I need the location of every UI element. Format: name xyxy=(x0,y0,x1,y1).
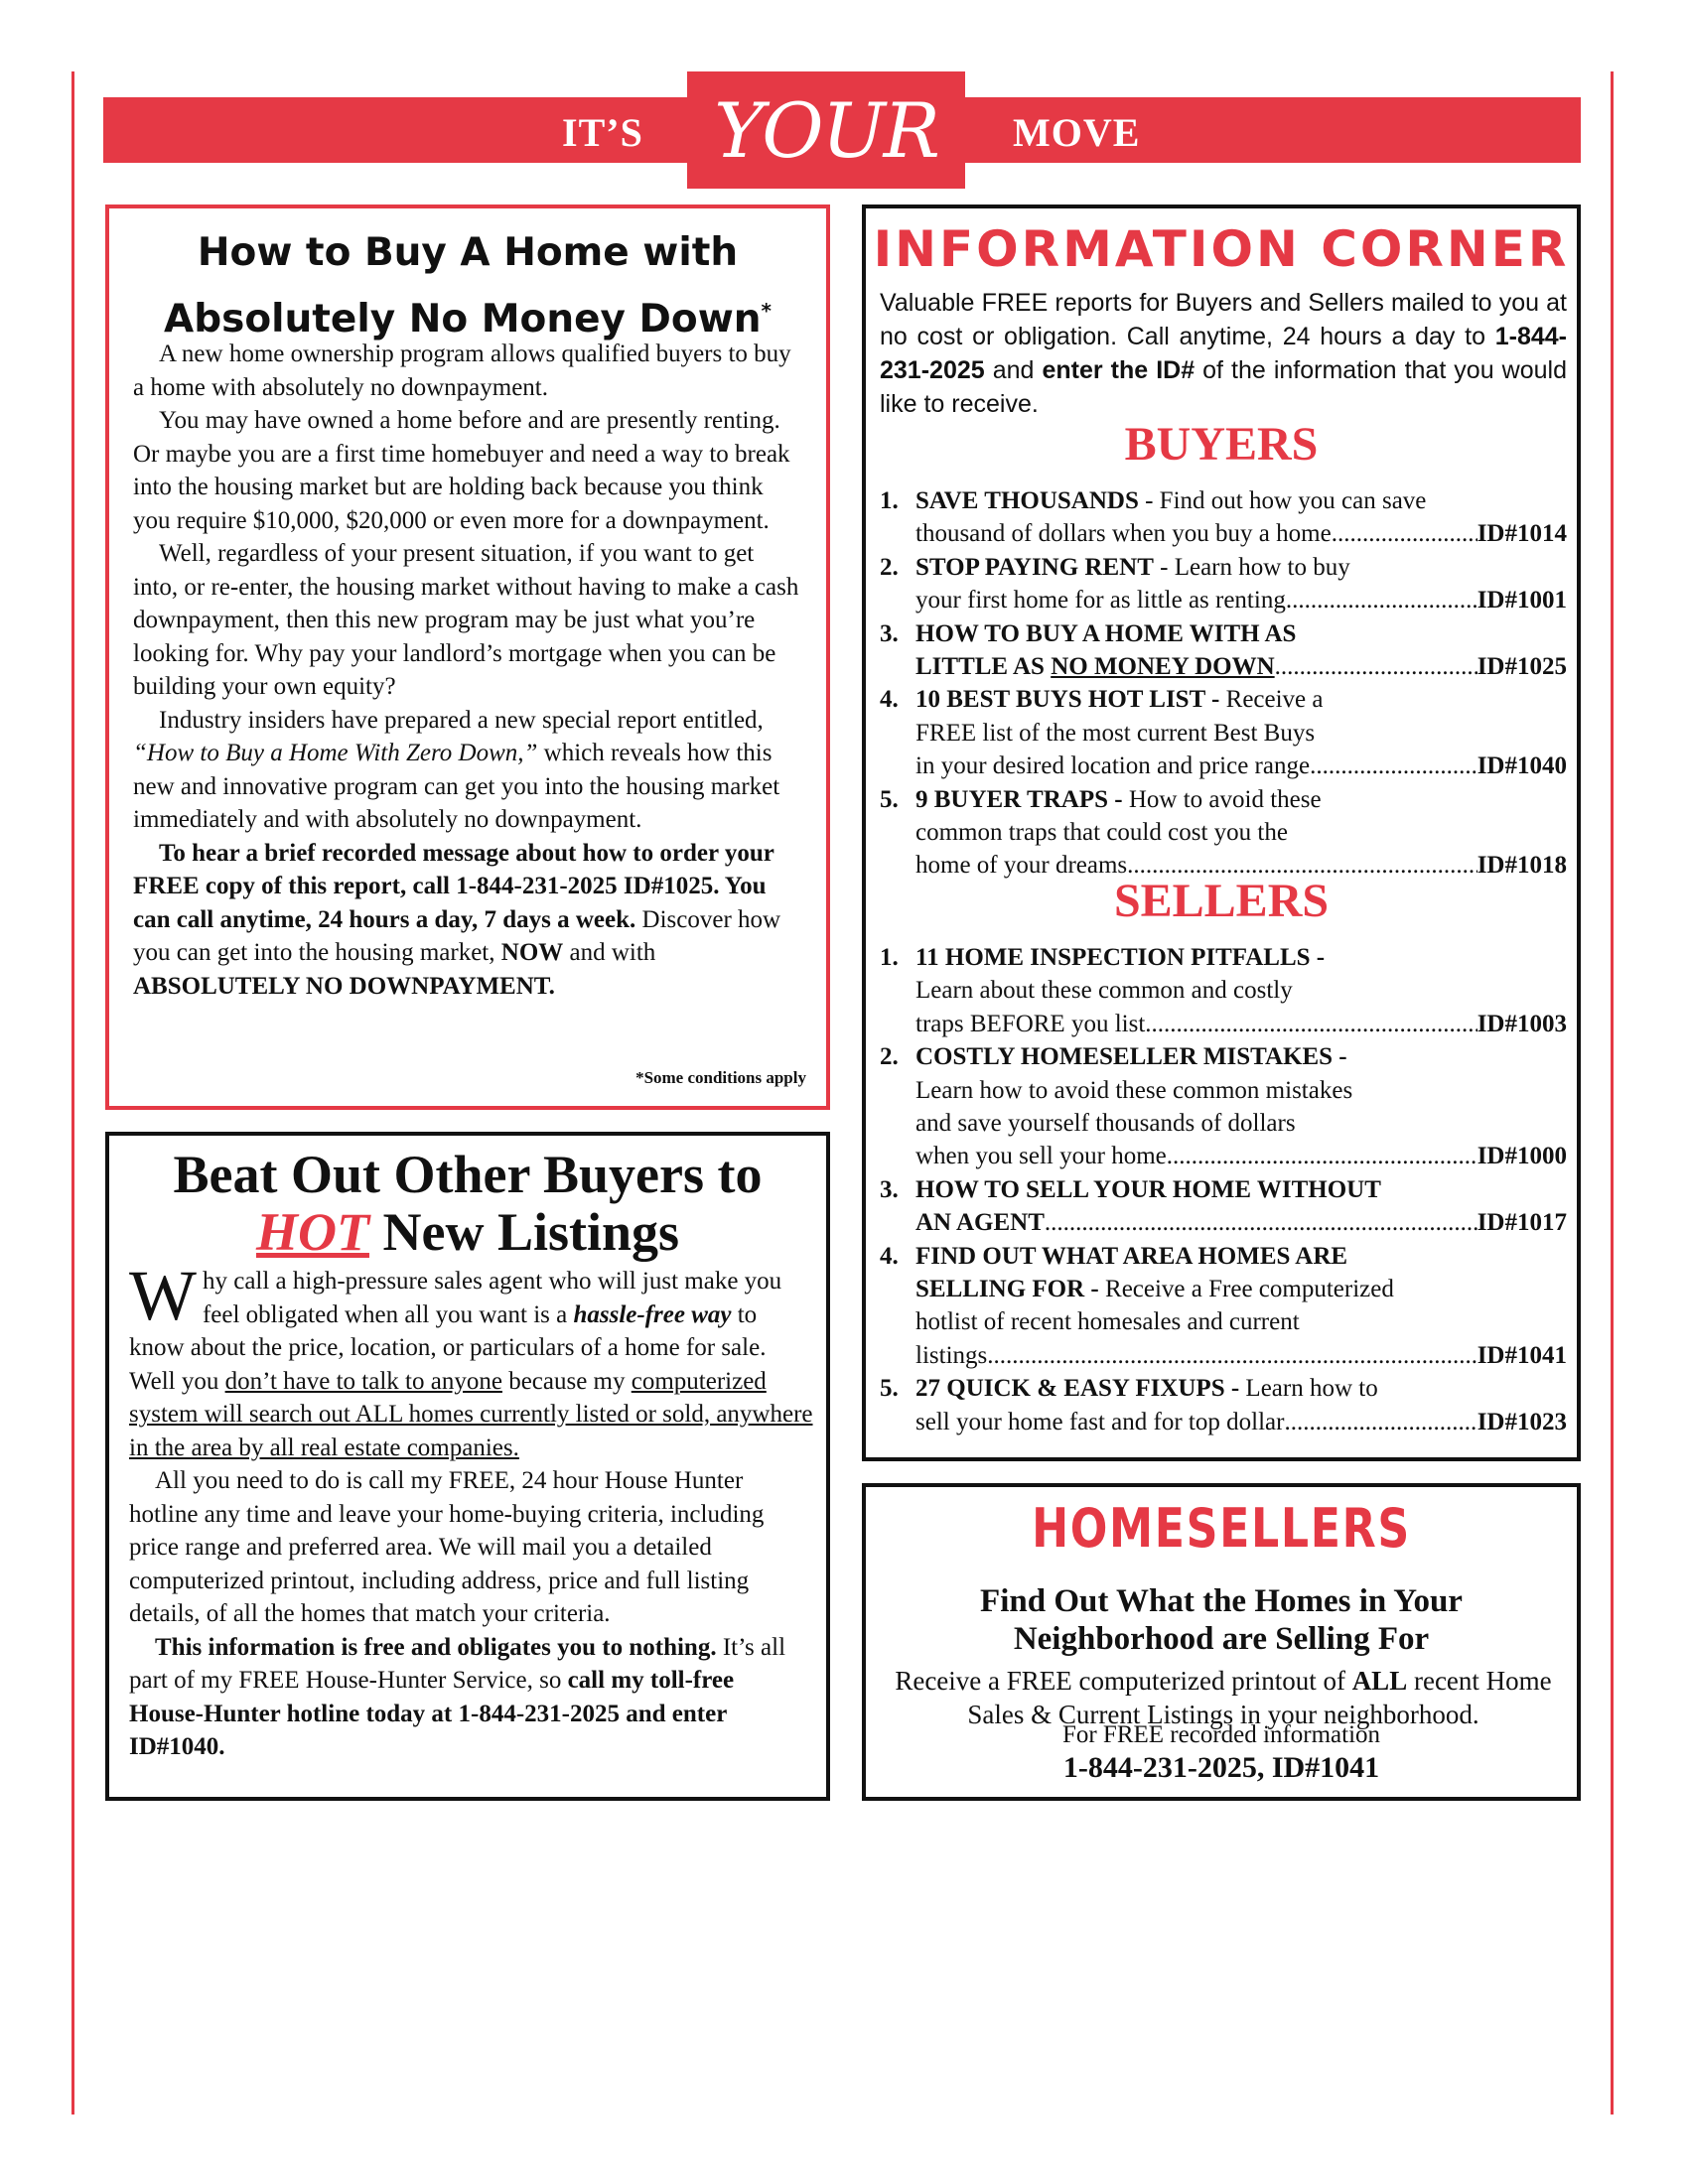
text: hy call a high-pressure sales agent who will just make you feel obligated when all you want is a xyxy=(202,1268,782,1328)
item-text: thousand of dollars when you buy a home xyxy=(915,520,1332,548)
text-underlined: computerized system will search out ALL homes currently listed or sold, anywhere in the area by all real estate companies. xyxy=(129,1367,813,1461)
text-bold: ID#1040. xyxy=(129,1733,225,1760)
call-to-action: To hear a brief recorded message about how to order your FREE copy of this report, call 1-844-231-2025 ID#1025. You can call anytime, 24 hours a day, 7 days a week. xyxy=(133,839,774,933)
list-item xyxy=(880,1240,1567,1373)
item-number: 2. xyxy=(880,1043,899,1071)
item-text: - Find out how you can save xyxy=(1138,487,1427,514)
item-text: Receive a Free computerized xyxy=(1105,1276,1394,1303)
paragraph: A new home ownership program allows qualified buyers to buy a home with absolutely no downpayment. xyxy=(133,341,791,401)
item-title: 9 BUYER TRAPS - xyxy=(915,785,1123,813)
text-emphasis: hassle-free way xyxy=(573,1300,732,1328)
no-money-down-article xyxy=(105,205,830,1110)
right-margin-rule xyxy=(1611,71,1614,2115)
list-item xyxy=(880,683,1567,782)
list-item xyxy=(880,1040,1567,1173)
article-body xyxy=(133,338,804,1003)
paragraph xyxy=(133,704,804,837)
item-number: 3. xyxy=(880,1175,899,1203)
hot-listings-article xyxy=(105,1132,830,1801)
report-title: “How to Buy a Home With Zero Down,” xyxy=(133,740,538,766)
item-text: Learn how to avoid these common mistakes xyxy=(915,1076,1353,1104)
paragraph: You may have owned a home before and are presently renting. Or maybe you are a first time homebuyer and need a way to break into the housing market but are holding back because you think you require $10,000, $20,000 or even more for a downpayment. xyxy=(133,407,790,534)
list-item xyxy=(880,617,1567,684)
title-line-2: New Listings xyxy=(382,1202,680,1262)
report-id: ID#1001 xyxy=(1477,587,1567,614)
text-bold: call my toll-free House-Hunter hotline today at 1-844-231-2025 and enter xyxy=(129,1667,735,1727)
leader-dots xyxy=(1310,750,1477,782)
buyers-list xyxy=(880,484,1567,883)
drop-cap: W xyxy=(129,1256,197,1335)
leader-dots xyxy=(1145,1008,1477,1040)
item-title: HOW TO SELL YOUR HOME WITHOUT xyxy=(915,1175,1381,1203)
item-title xyxy=(915,650,1275,683)
item-text: Learn how to xyxy=(1239,1375,1378,1403)
paragraph: Well, regardless of your present situation, if you want to get into, or re-enter, the housing market without having to make a cash downpayment, then this new program may be just what you’re looking for. Why pay your landlord’s mortgage when you can be building your own equity? xyxy=(133,540,799,700)
text: because my xyxy=(508,1367,626,1395)
item-title: 10 BEST BUYS HOT LIST - xyxy=(915,686,1220,714)
report-id: ID#1003 xyxy=(1477,1010,1567,1037)
item-title-underlined: NO MONEY DOWN xyxy=(1051,653,1275,681)
leader-dots xyxy=(987,1339,1477,1372)
text-bold: ALL xyxy=(1351,1666,1408,1696)
item-title: FIND OUT WHAT AREA HOMES ARE xyxy=(915,1242,1348,1270)
text: Industry insiders have prepared a new special report entitled, xyxy=(159,706,764,734)
paragraph xyxy=(133,837,804,1004)
sellers-heading: SELLERS xyxy=(1113,875,1330,927)
phone-number: 1-844-231-2025 xyxy=(880,323,1567,384)
report-id: ID#1000 xyxy=(1477,1143,1567,1170)
item-text: Receive a xyxy=(1219,686,1324,714)
conditions-note: *Some conditions apply xyxy=(635,1068,806,1087)
report-id: ID#1014 xyxy=(1477,520,1567,548)
item-text: FREE list of the most current Best Buys xyxy=(915,719,1316,747)
leader-dots xyxy=(1332,517,1477,550)
item-number: 5. xyxy=(880,785,899,813)
subtitle-line-1: Find Out What the Homes in Your xyxy=(980,1583,1463,1619)
text: Valuable FREE reports for Buyers and Sellers mailed to you at no cost or obligation. Call anytime, 24 hours a day to xyxy=(880,289,1567,350)
text-bold: NOW xyxy=(500,939,564,966)
item-text: - Learn how to buy xyxy=(1153,553,1350,581)
text: of the information that you would like to receive. xyxy=(880,356,1567,418)
leader-dots xyxy=(1167,1140,1477,1172)
text: Discover how you can get into the housing market, xyxy=(133,905,781,966)
leader-dots xyxy=(1284,1406,1477,1438)
item-number: 3. xyxy=(880,619,899,647)
article-body xyxy=(129,1256,814,1764)
phone-number: 1-844-231-2025, ID#1041 xyxy=(1062,1751,1380,1784)
item-text: common traps that could cost you the xyxy=(915,819,1288,847)
item-text: your first home for as little as renting xyxy=(915,587,1286,614)
text-bold: ABSOLUTELY NO DOWNPAYMENT. xyxy=(133,972,555,1000)
list-item xyxy=(880,941,1567,1040)
text: which reveals how this new and innovative program can get you into the housing market immediately and with absolutely no downpayment. xyxy=(133,740,780,833)
text-bold: enter the ID# xyxy=(1042,356,1196,384)
section-title: HOMESELLERS xyxy=(1032,1497,1411,1560)
item-number: 1. xyxy=(880,944,899,971)
subtitle xyxy=(866,1582,1577,1658)
leader-dots xyxy=(1286,584,1477,616)
item-title: AN AGENT xyxy=(915,1209,1045,1237)
article-title xyxy=(109,1146,826,1261)
item-title-part: LITTLE AS xyxy=(915,653,1052,681)
item-number: 4. xyxy=(880,686,899,714)
info-line: For FREE recorded information xyxy=(1061,1721,1381,1748)
leader-dots xyxy=(1275,650,1477,683)
title-line-2: Absolutely No Money Down xyxy=(164,297,762,341)
text-underlined: don’t have to talk to anyone xyxy=(224,1367,502,1395)
text: recent Home Sales & Current Listings in your neighborhood. xyxy=(967,1666,1552,1729)
title-line-1: How to Buy A Home with xyxy=(197,230,739,275)
report-id: ID#1041 xyxy=(1477,1341,1567,1369)
text: It’s all part of my FREE House-Hunter Service, so xyxy=(129,1633,786,1694)
item-number: 5. xyxy=(880,1375,899,1403)
item-number: 1. xyxy=(880,487,899,514)
text: Receive a FREE computerized printout of xyxy=(895,1666,1345,1696)
item-text: home of your dreams xyxy=(915,852,1128,880)
item-number: 4. xyxy=(880,1242,899,1270)
banner-move: MOVE xyxy=(1013,110,1141,155)
text: and xyxy=(992,356,1035,384)
paragraph: All you need to do is call my FREE, 24 hour House Hunter hotline any time and leave your home-buying criteria, including price range and preferred area. We will mail you a detailed computerized printout, including address, price and full listing details, of all the homes that match your criteria. xyxy=(129,1467,765,1627)
item-title: SAVE THOUSANDS xyxy=(915,487,1139,514)
paragraph xyxy=(129,1631,814,1764)
item-text: in your desired location and price range xyxy=(915,752,1311,780)
text: and with xyxy=(569,939,656,966)
report-id: ID#1040 xyxy=(1477,752,1567,780)
item-title: 27 QUICK & EASY FIXUPS - xyxy=(915,1375,1240,1403)
banner-its: IT’S xyxy=(562,110,643,155)
list-item xyxy=(880,551,1567,617)
item-title: HOW TO BUY A HOME WITH AS xyxy=(915,619,1297,647)
list-item xyxy=(880,1173,1567,1240)
item-text: How to avoid these xyxy=(1122,785,1322,813)
homesellers-box xyxy=(862,1483,1581,1801)
item-title: STOP PAYING RENT xyxy=(915,553,1154,581)
report-id: ID#1017 xyxy=(1477,1209,1567,1237)
text: to know about the price, location, or particulars of a home for sale. Well you xyxy=(129,1300,767,1395)
section-title: INFORMATION CORNER xyxy=(873,220,1570,278)
item-text: and save yourself thousands of dollars xyxy=(915,1110,1296,1138)
left-margin-rule xyxy=(71,71,74,2115)
item-text: listings xyxy=(915,1341,988,1369)
article-title xyxy=(109,224,826,348)
leader-dots xyxy=(1045,1206,1477,1239)
sellers-list xyxy=(880,941,1567,1438)
text-bold: This information is free and obligates you to nothing. xyxy=(155,1633,717,1661)
report-id: ID#1023 xyxy=(1477,1408,1567,1435)
item-title: 11 HOME INSPECTION PITFALLS - xyxy=(915,944,1326,971)
list-item xyxy=(880,484,1567,551)
item-text: Learn about these common and costly xyxy=(915,977,1293,1005)
subtitle-line-2: Neighborhood are Selling For xyxy=(1013,1621,1430,1657)
list-item xyxy=(880,783,1567,883)
title-line-1: Beat Out Other Buyers to xyxy=(173,1145,763,1204)
banner-your: YOUR xyxy=(714,85,938,175)
title-hot: HOT xyxy=(255,1202,369,1262)
report-id: ID#1025 xyxy=(1477,653,1567,681)
item-text: traps BEFORE you list xyxy=(915,1010,1146,1037)
item-number: 2. xyxy=(880,553,899,581)
paragraph xyxy=(129,1256,814,1464)
item-title: COSTLY HOMESELLER MISTAKES - xyxy=(915,1043,1347,1071)
report-id: ID#1018 xyxy=(1477,852,1567,880)
item-text: when you sell your home xyxy=(915,1143,1167,1170)
list-item xyxy=(880,1372,1567,1438)
item-text: sell your home fast and for top dollar xyxy=(915,1408,1285,1435)
information-corner xyxy=(862,205,1581,1461)
title-asterisk: * xyxy=(761,299,772,323)
item-title: SELLING FOR - xyxy=(915,1276,1106,1303)
item-text: hotlist of recent homesales and current xyxy=(915,1308,1300,1336)
buyers-heading: BUYERS xyxy=(1124,418,1319,471)
intro-text xyxy=(880,286,1567,421)
